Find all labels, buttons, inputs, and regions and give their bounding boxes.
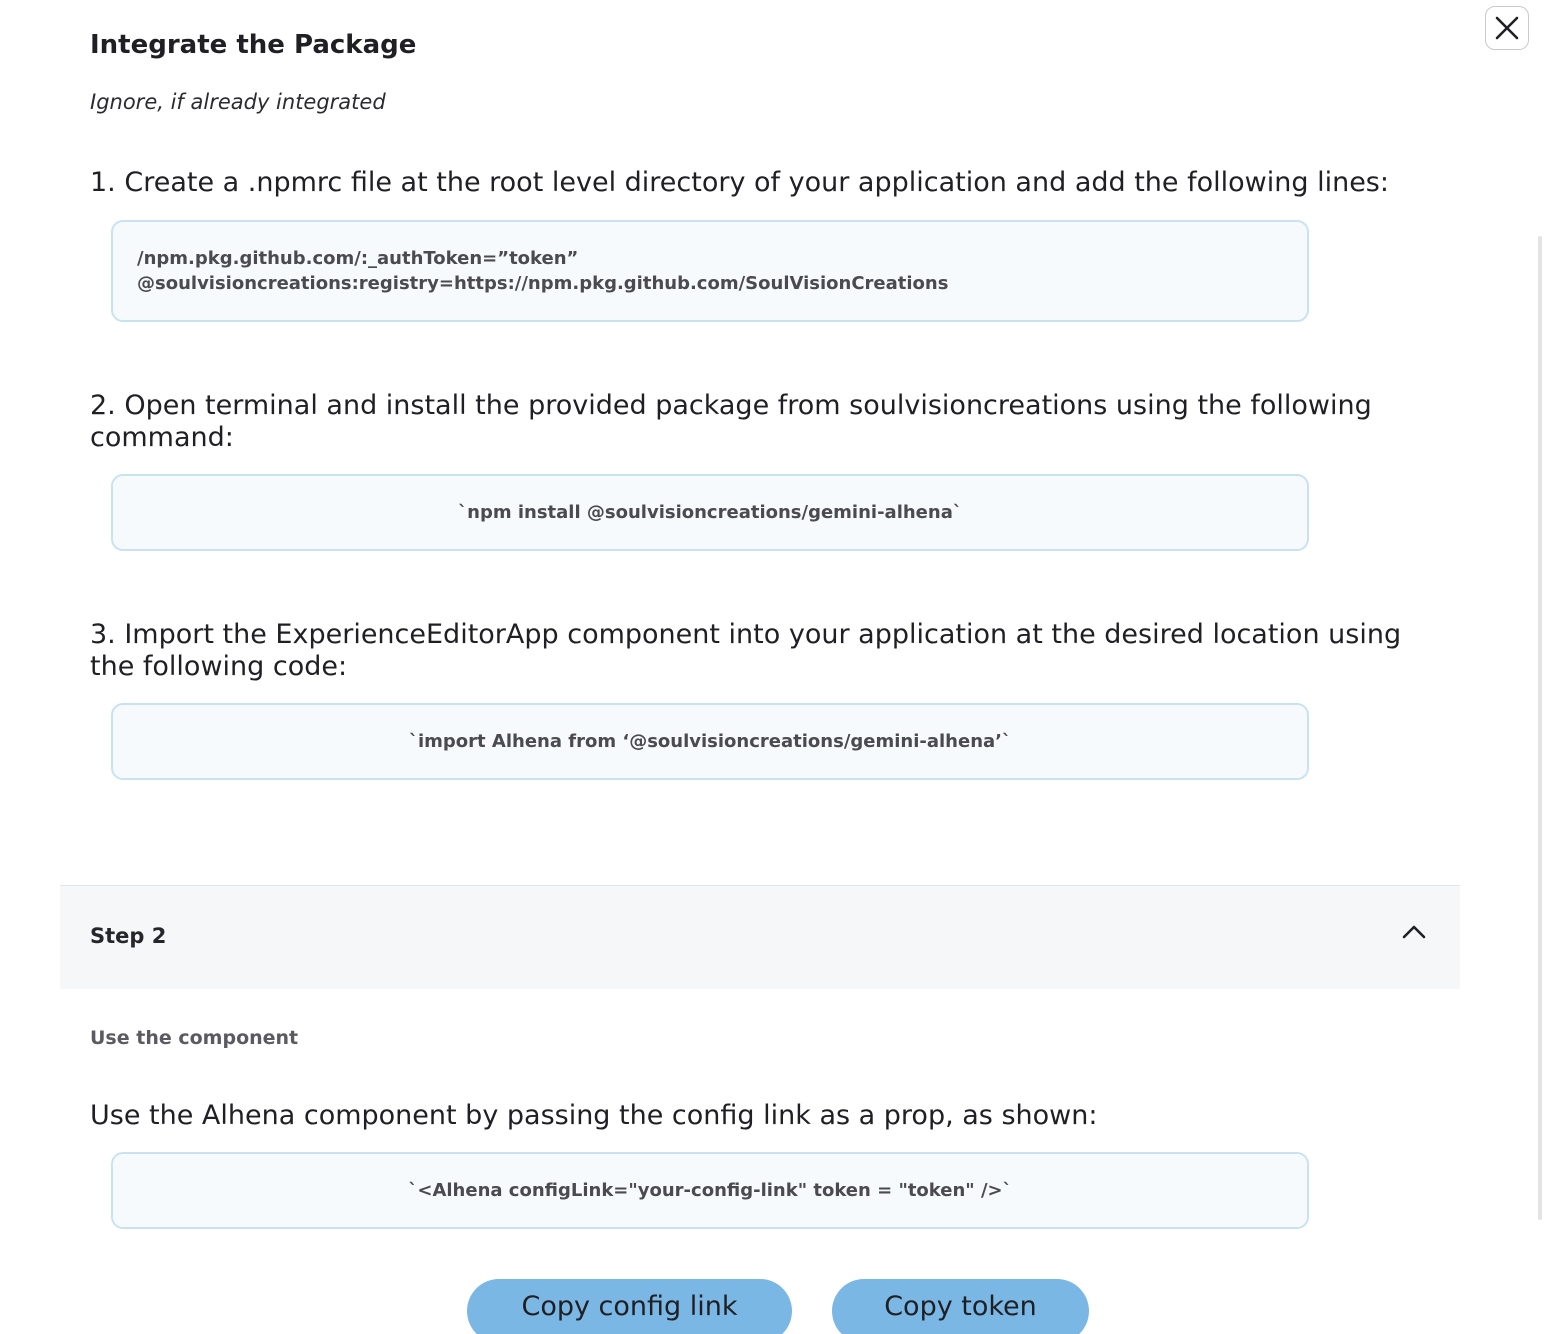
copy-config-link-button[interactable]: Copy config link — [467, 1279, 792, 1334]
close-icon — [1494, 15, 1520, 41]
code-line: `npm install @soulvisioncreations/gemini-alhena` — [458, 502, 962, 523]
code-line: `import Alhena from ‘@soulvisioncreations/gemini-alhena’` — [409, 731, 1011, 752]
subtitle: Ignore, if already integrated — [90, 90, 386, 114]
section-label: Use the component — [90, 1027, 299, 1049]
npmrc-code-block[interactable] — [111, 220, 1309, 322]
copy-token-button[interactable]: Copy token — [832, 1279, 1089, 1334]
component-code-block[interactable] — [111, 1152, 1309, 1229]
code-line: @soulvisioncreations:registry=https://npm.pkg.github.com/SoulVisionCreations — [137, 273, 949, 294]
close-button[interactable] — [1485, 6, 1529, 50]
step-1-instruction: 1. Create a .npmrc file at the root level directory of your application and add the following lines: — [90, 167, 1389, 198]
accordion-step-2-header[interactable] — [60, 885, 1460, 989]
scrollbar[interactable] — [1538, 236, 1542, 1220]
step-2-instruction: 2. Open terminal and install the provided package from soulvisioncreations using the following command: — [90, 390, 1372, 453]
accordion-title: Step 2 — [90, 924, 167, 948]
install-command-block[interactable] — [111, 474, 1309, 551]
step-3-instruction: 3. Import the ExperienceEditorApp component into your application at the desired location using the following code: — [90, 619, 1402, 682]
code-line: `<Alhena configLink="your-config-link" token = "token" />` — [408, 1180, 1012, 1201]
import-code-block[interactable] — [111, 703, 1309, 780]
component-instruction: Use the Alhena component by passing the config link as a prop, as shown: — [90, 1100, 1098, 1131]
code-line: /npm.pkg.github.com/:_authToken=”token” — [137, 248, 579, 269]
page-title: Integrate the Package — [90, 30, 417, 60]
chevron-up-icon[interactable] — [1400, 922, 1428, 940]
